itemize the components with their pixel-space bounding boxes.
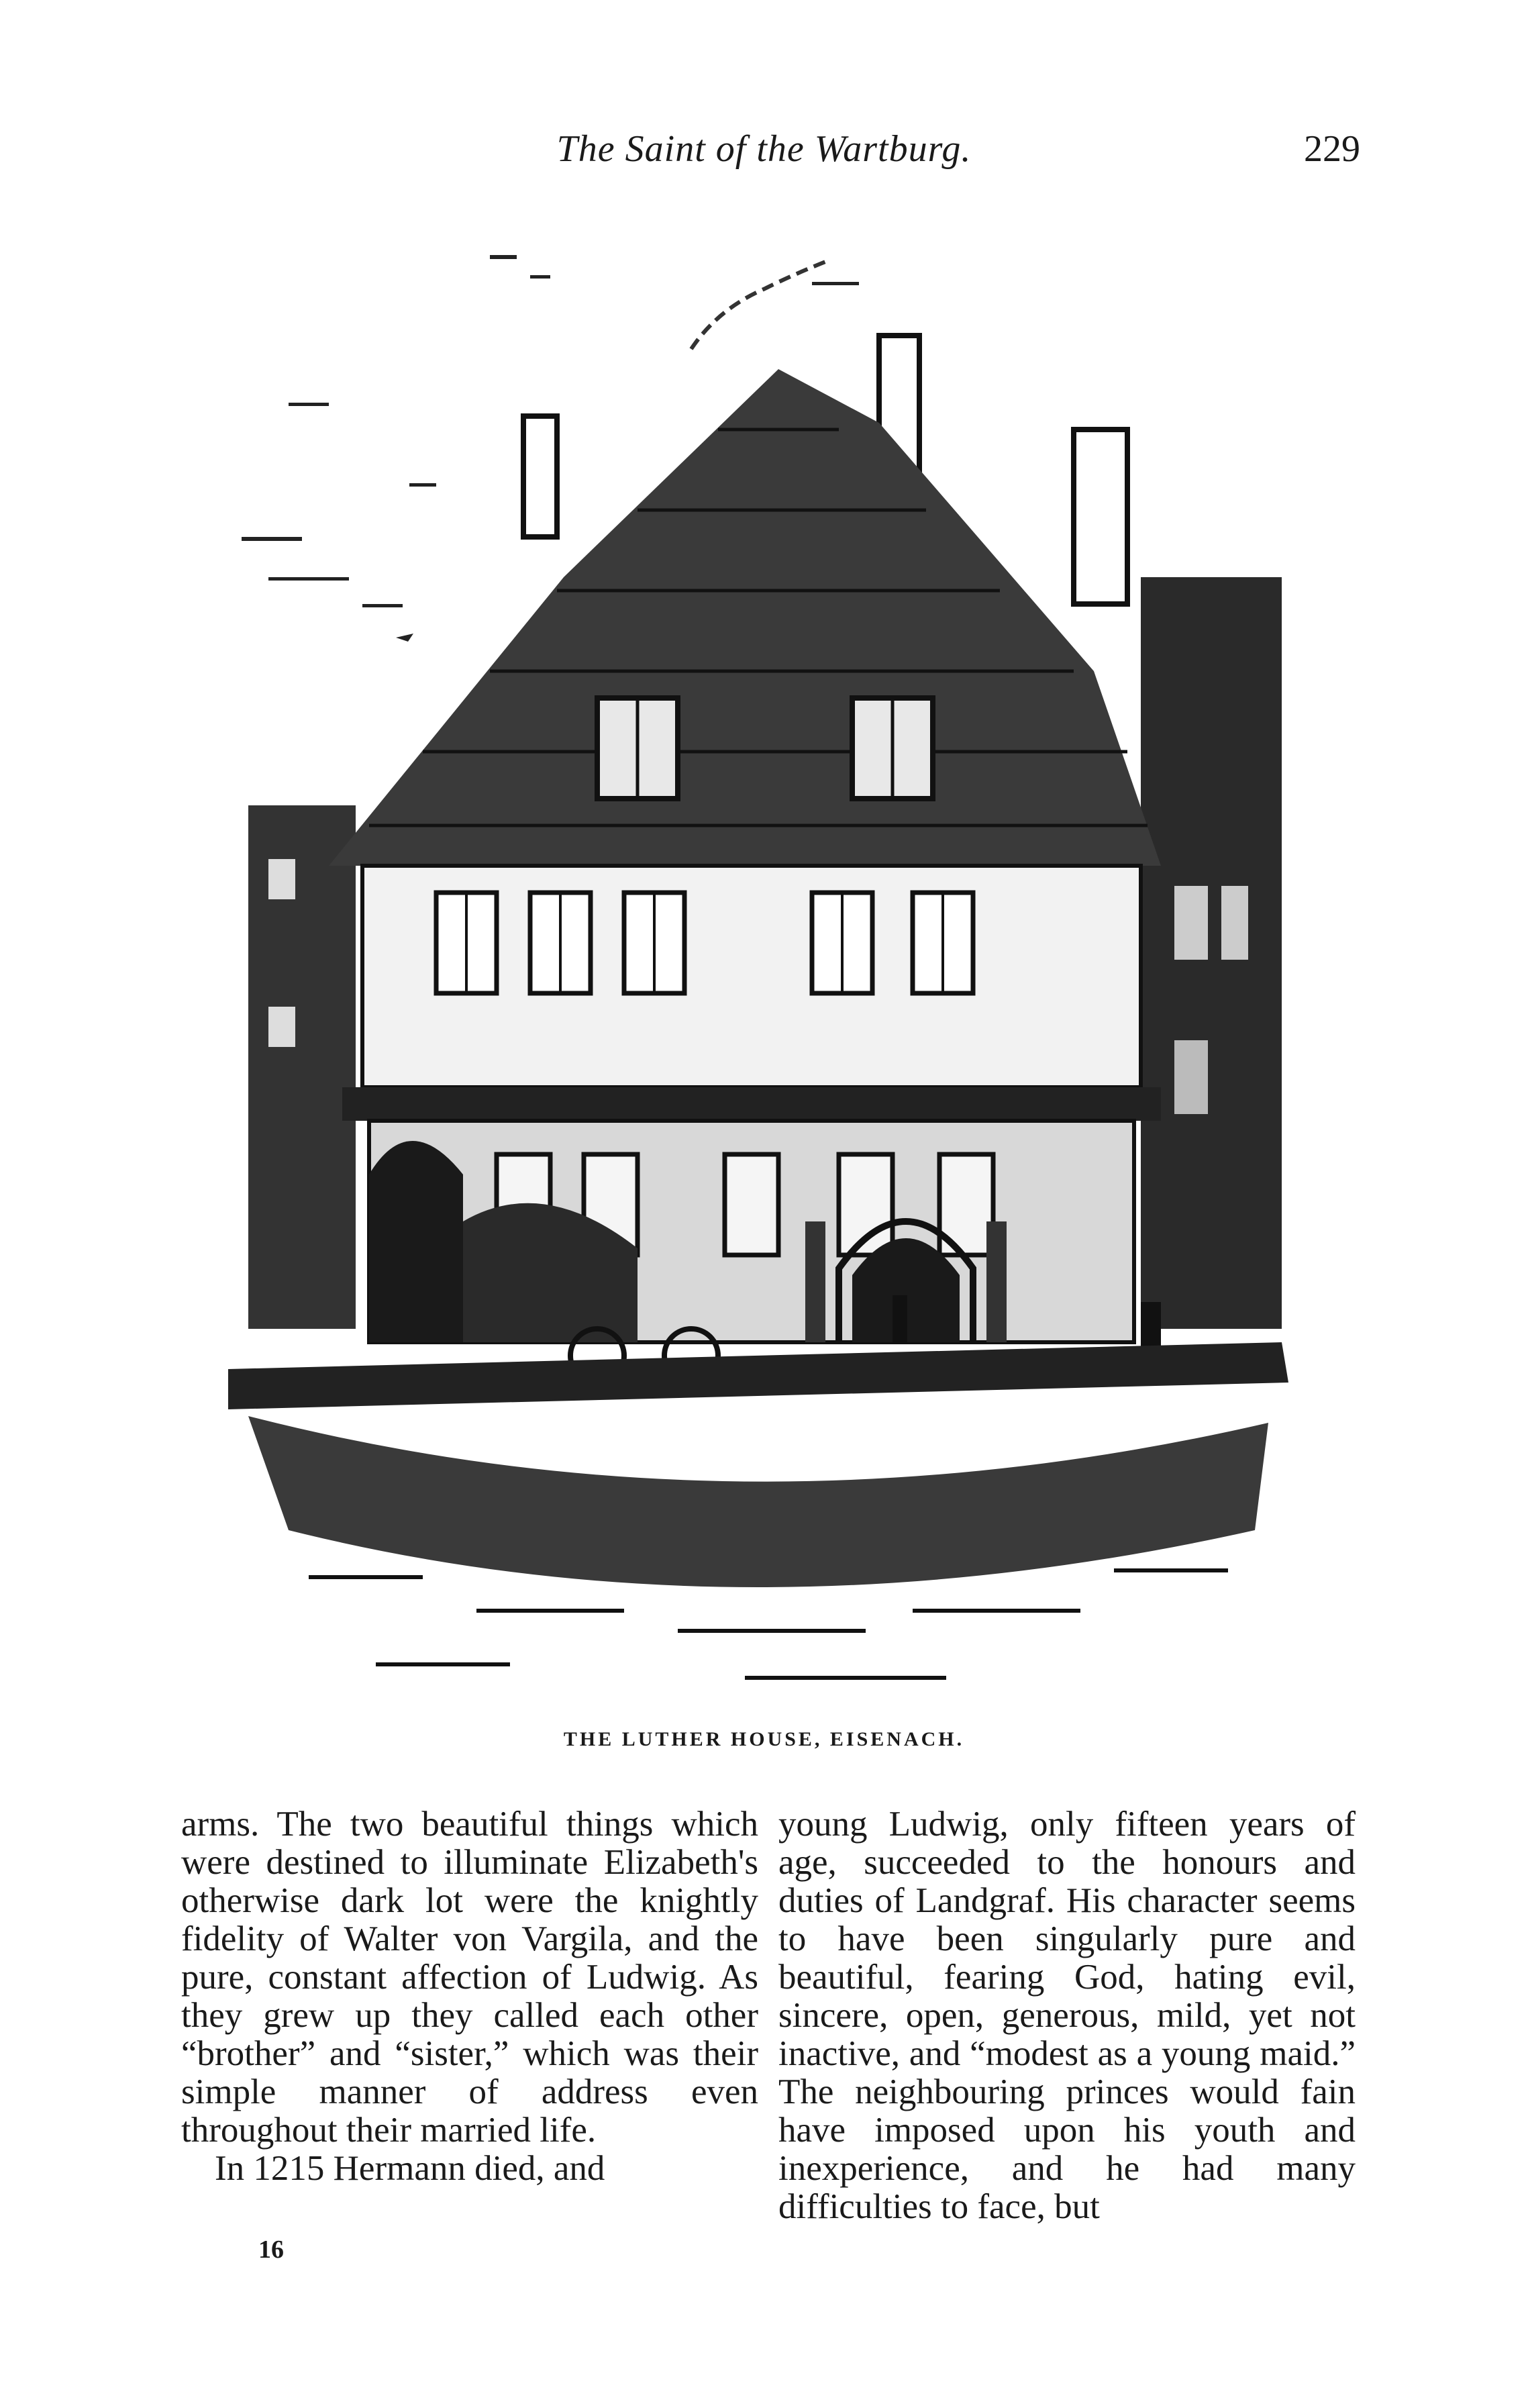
left-paragraph-1: arms. The two beautiful things which were destined to illuminate Elizabeth's otherwise dark lot were the knightly fidelity of Walter von Vargila, and the pure, constant affection of Ludwig. As they grew up they called each other “brother” and “sister,” which was their simple manner of address even throughout their married life. xyxy=(181,1805,758,2150)
signature-mark: 16 xyxy=(258,2236,284,2264)
right-paragraph: young Ludwig, only fifteen years of age, succeeded to the honours and duties of Landgraf. His character seems to have been singularly pure and beautiful, fearing God, hating evil, sincere, open, generous, mild, yet not inactive, and “modest as a young maid.” The neighbouring princes would fain have imposed upon his youth and inexperience, and he had many difficulties to face, but xyxy=(778,1805,1356,2226)
running-head xyxy=(0,128,1528,174)
left-column xyxy=(181,1805,758,2188)
luther-house-engraving xyxy=(208,201,1302,1711)
page-number: 229 xyxy=(1304,128,1360,170)
right-column xyxy=(778,1805,1356,2226)
left-paragraph-2: In 1215 Hermann died, and xyxy=(215,2149,605,2188)
figure-caption: THE LUTHER HOUSE, EISENACH. xyxy=(563,1728,965,1750)
running-title: The Saint of the Wartburg. xyxy=(556,128,972,170)
